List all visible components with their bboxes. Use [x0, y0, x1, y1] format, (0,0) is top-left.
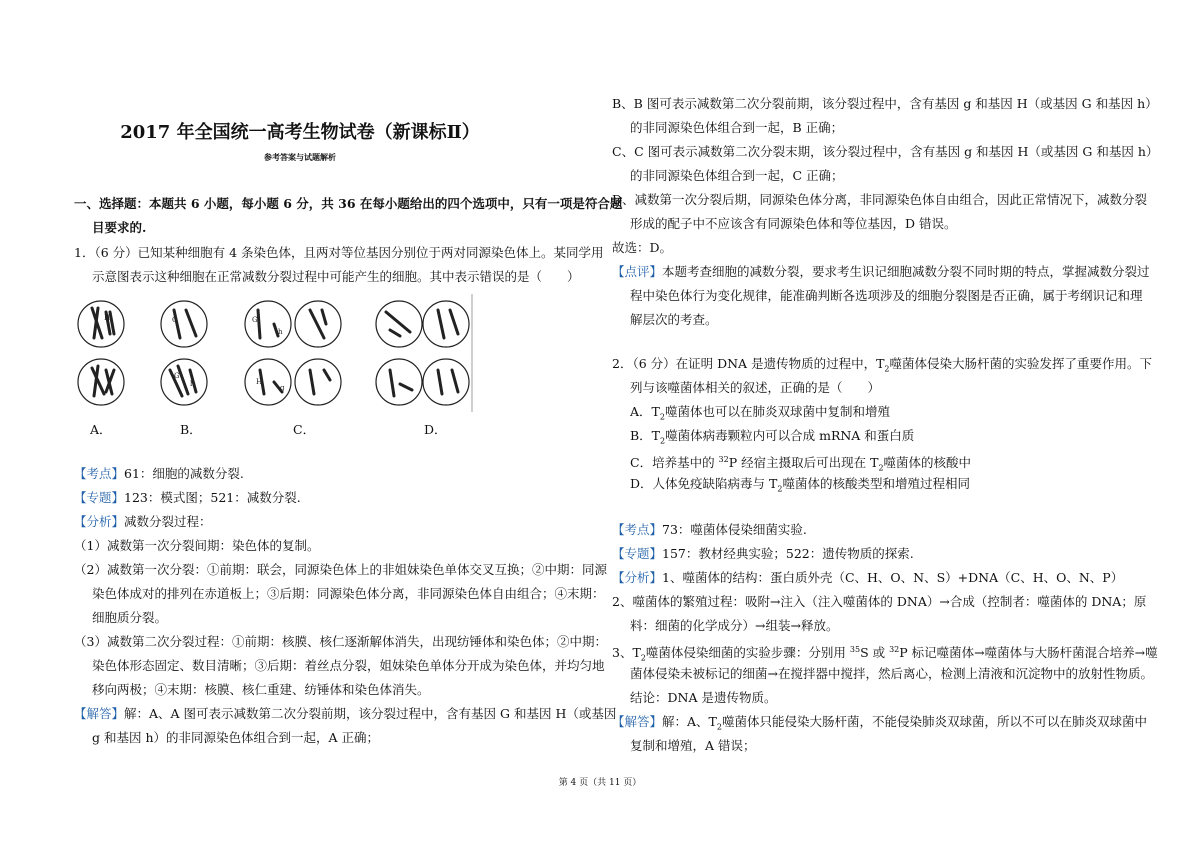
page-title: 2017 年全国统一高考生物试卷（新课标Ⅱ） [120, 122, 480, 143]
q2-option-a: A．$T_2$噬菌体也可以在肺炎双球菌中复制和增殖 [630, 404, 890, 422]
q1-analysis-line: 染色体形态固定、数目清晰；③后期：着丝点分裂，姐妹染色单体分开成为染色体，并均匀地 [92, 658, 605, 673]
q1-jieda-b1: B、B 图可表示减数第二次分裂前期，该分裂过程中，含有基因 g 和基因 H（或基因 G 和基因 h） [612, 96, 1158, 111]
q1-dianping: 【点评】本题考查细胞的减数分裂，要求考生识记细胞减数分裂不同时期的特点，掌握减数分裂过 [612, 264, 1150, 279]
q2-zhuanti: 【专题】157：教材经典实验；522：遗传物质的探索. [612, 546, 914, 561]
q1-option-d: D． [424, 422, 447, 437]
q1-option-a: A． [90, 422, 112, 437]
q2-analysis-line: 料：细菌的化学成分）→组装→释放。 [630, 618, 839, 633]
cell-circle [161, 301, 207, 347]
q2-analysis-line: 结论：DNA 是遗传物质。 [630, 690, 777, 705]
gene-label: h [278, 328, 283, 336]
section-heading-line1: 一、选择题：本题共 6 小题，每小题 6 分，共 36 在每小题给出的四个选项中，只有一项是符合题 [74, 196, 623, 211]
q1-analysis-line: 细胞质分裂。 [92, 610, 168, 625]
q2-option-d: D．人体免疫缺陷病毒与 $T_2$噬菌体的核酸类型和增殖过程相同 [630, 476, 970, 494]
q1-dianping-line: 解层次的考查。 [630, 312, 718, 327]
q1-zhuanti: 【专题】123：模式图；521：减数分裂. [74, 490, 301, 505]
q2-analysis-line: 菌体侵染未被标记的细菌→在搅拌器中搅拌，然后离心，检测上清液和沉淀物中的放射性物质。 [630, 666, 1153, 681]
q1-analysis-line: 染色体成对的排列在赤道板上；③后期：同源染色体分离，非同源染色体自由组合；④末期： [92, 586, 605, 601]
section-heading-line2: 目要求的. [92, 220, 147, 235]
page-number: 第 4 页（共 11 页） [558, 778, 642, 788]
q1-fenxi: 【分析】减数分裂过程： [74, 514, 212, 529]
cell-circle [245, 301, 291, 347]
cell-circle [78, 359, 124, 405]
q1-jieda-b2: 的非同源染色体组合到一起，B 正确； [630, 120, 844, 135]
q1-dianping-line: 程中染色体行为变化规律，能准确判断各选项涉及的细胞分裂图是否正确，属于考纲识记和理 [630, 288, 1143, 303]
q2-fenxi: 【分析】1、噬菌体的结构：蛋白质外壳（C、H、O、N、S）+DNA（C、H、O、N、P） [612, 570, 1124, 585]
q2-jieda-line2: 复制和增殖，A 错误； [630, 738, 756, 753]
q1-jieda-d2: 形成的配子中不应该含有同源染色体和等位基因，D 错误。 [630, 216, 957, 231]
q1-jieda-line2: g 和基因 h）的非同源染色体组合到一起，A 正确； [92, 730, 380, 745]
gene-label: G [174, 372, 180, 380]
q2-stem-line1: 2．（6 分）在证明 DNA 是遗传物质的过程中，$T_2$噬菌体侵染大肠杆菌的实验发挥了重要作用。下 [612, 356, 1153, 374]
q1-option-b: B． [180, 422, 202, 437]
q2-kaodian: 【考点】73：噬菌体侵染细菌实验. [612, 522, 807, 537]
q2-analysis-line: 3、$T_2$噬菌体侵染细菌的实验步骤：分别用 $^{35}$S 或 $^{32}$P 标记噬菌体→噬菌体与大肠杆菌混合培养→噬 [612, 645, 1158, 663]
cell-circle [376, 359, 422, 405]
gene-label: H [256, 378, 263, 386]
q1-option-c: C． [293, 422, 316, 437]
q1-cell-figure [74, 294, 474, 412]
q1-answer: 故选：D。 [612, 240, 673, 255]
cell-circle [423, 359, 469, 405]
cell-circle [295, 359, 341, 405]
q2-stem-line2: 列与该噬菌体相关的叙述，正确的是（ ） [630, 380, 881, 395]
q1-jieda-c1: C、C 图可表示减数第二次分裂末期，该分裂过程中，含有基因 g 和基因 H（或基因 G 和基因 h） [612, 144, 1159, 159]
gene-label: h [190, 380, 195, 388]
gene-label: G [252, 316, 258, 324]
q2-jieda: 【解答】解：A、$T_2$噬菌体只能侵染大肠杆菌，不能侵染肺炎双球菌，所以不可以在肺炎双球菌中 [612, 714, 1147, 732]
q1-analysis-line: 移向两极；④末期：核膜、核仁重建、纺锤体和染色体消失。 [92, 682, 430, 697]
cell-circle [245, 359, 291, 405]
q2-option-b: B．$T_2$噬菌体病毒颗粒内可以合成 mRNA 和蛋白质 [630, 428, 915, 446]
q2-analysis-line: 2、噬菌体的繁殖过程：吸附→注入（注入噬菌体的 DNA）→合成（控制者：噬菌体的 DNA；原 [612, 594, 1147, 609]
gene-label: G [172, 316, 178, 324]
q1-analysis-line: （1）减数第一次分裂间期：染色体的复制。 [74, 538, 320, 553]
cell-circle [78, 301, 124, 347]
q1-jieda-c2: 的非同源染色体组合到一起，C 正确； [630, 168, 844, 183]
q1-jieda-d1: D、减数第一次分裂后期，同源染色体分离，非同源染色体自由组合，因此正常情况下，减数分裂 [612, 192, 1148, 207]
q2-option-c: C．培养基中的 $^{32}$P 经宿主摄取后可出现在 $T_2$噬菌体的核酸中 [630, 455, 972, 473]
q1-analysis-line: （3）减数第二次分裂过程：①前期：核膜、核仁逐渐解体消失，出现纺锤体和染色体；②中期： [74, 634, 607, 649]
gene-label: g [280, 384, 285, 392]
page-subtitle: 参考答案与试题解析 [264, 152, 336, 162]
q1-stem-line1: 1．（6 分）已知某种细胞有 4 条染色体，且两对等位基因分别位于两对同源染色体上。某同学用 [74, 245, 604, 260]
q1-stem-line2: 示意图表示这种细胞在正常减数分裂过程中可能产生的细胞。其中表示错误的是（ ） [92, 269, 580, 284]
cell-circle [423, 301, 469, 347]
q1-kaodian: 【考点】61：细胞的减数分裂. [74, 466, 244, 481]
gene-label: H [104, 314, 111, 322]
q1-jieda: 【解答】解：A、A 图可表示减数第二次分裂前期，该分裂过程中，含有基因 G 和基因 H（或基因 [74, 706, 617, 721]
q1-analysis-line: （2）减数第一次分裂：①前期：联会，同源染色体上的非姐妹染色单体交叉互换；②中期：同源 [74, 562, 607, 577]
